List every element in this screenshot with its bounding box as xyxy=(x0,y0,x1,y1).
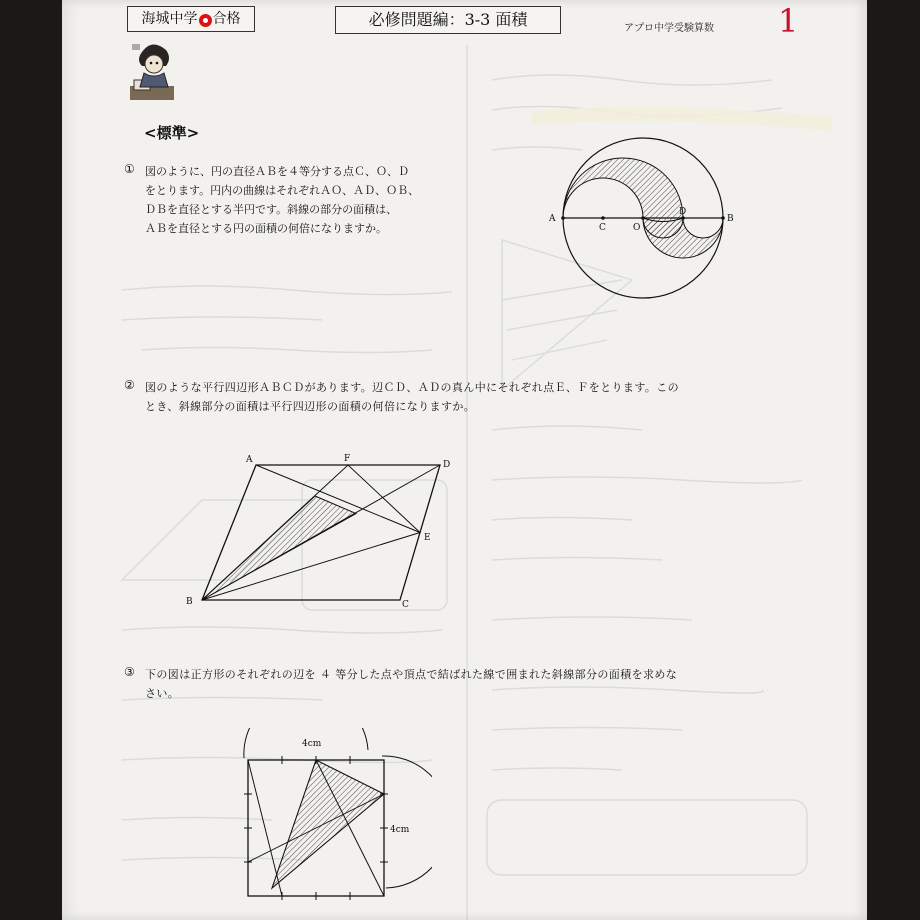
question-3-number: ③ xyxy=(124,665,135,679)
figure-3-top-length: 4cm xyxy=(302,739,322,749)
question-1-line: をとります。円内の曲線はそれぞれＡＯ、ＡＤ、ＯＢ、 xyxy=(145,184,420,197)
figure-2-label-f: F xyxy=(344,454,351,464)
figure-2-label-b: B xyxy=(186,597,193,607)
question-2-number: ② xyxy=(124,378,135,392)
worksheet-page xyxy=(62,0,867,920)
figure-2-label-e: E xyxy=(424,533,431,543)
section-heading: <標準> xyxy=(144,124,200,142)
school-prefix: 海城中学 xyxy=(141,11,198,27)
figure-1-label-o: O xyxy=(633,223,641,233)
figure-2-label-c: C xyxy=(402,600,409,610)
figure-2-parallelogram xyxy=(182,450,462,610)
question-2-text xyxy=(145,378,805,416)
figure-2-label-d: D xyxy=(443,460,451,470)
figure-3-side-length: 4cm xyxy=(390,825,410,835)
question-2-line: 図のような平行四辺形ＡＢＣＤがあります。辺ＣＤ、ＡＤの真ん中にそれぞれ点Ｅ、Ｆをとります。この xyxy=(145,381,680,394)
question-1-line: ＤＢを直径とする半円です。斜線の部分の面積は、 xyxy=(145,203,398,216)
question-1-text xyxy=(145,162,500,238)
student-mascot-icon xyxy=(128,42,176,104)
figure-1-label-c: C xyxy=(599,223,606,233)
question-2-line: とき、斜線部分の面積は平行四辺形の面積の何倍になりますか。 xyxy=(145,400,476,413)
shaded-region-lower xyxy=(643,218,723,258)
question-3-text xyxy=(145,665,805,703)
figure-1-label-d: D xyxy=(679,207,687,217)
shaded-quadrilateral xyxy=(272,760,384,888)
question-1-number: ① xyxy=(124,162,135,176)
question-3-line: さい。 xyxy=(145,687,180,700)
school-suffix: 合格 xyxy=(212,11,241,27)
school-logo-icon xyxy=(199,14,212,27)
question-1-line: 図のように、円の直径ＡＢを４等分する点Ｃ、Ｏ、Ｄ xyxy=(145,165,409,178)
figure-1-label-a: A xyxy=(549,214,556,224)
figure-1-label-b: B xyxy=(727,214,734,224)
figure-2-label-a: A xyxy=(246,455,253,465)
unit-title: 必修問題編：3-3 面積 xyxy=(335,6,561,34)
figure-1-circle xyxy=(547,128,747,308)
page-number: 1 xyxy=(778,2,799,40)
brand-label: アプロ中学受験算数 xyxy=(624,23,714,34)
figure-3-square xyxy=(232,728,432,920)
school-title-box xyxy=(127,6,255,32)
question-3-line: 下の図は正方形のそれぞれの辺を ４ 等分した点や頂点で結ばれた線で囲まれた斜線部分の面積を求めな xyxy=(145,668,678,681)
question-1-line: ＡＢを直径とする円の面積の何倍になりますか。 xyxy=(145,222,387,235)
shaded-triangle xyxy=(202,496,356,600)
